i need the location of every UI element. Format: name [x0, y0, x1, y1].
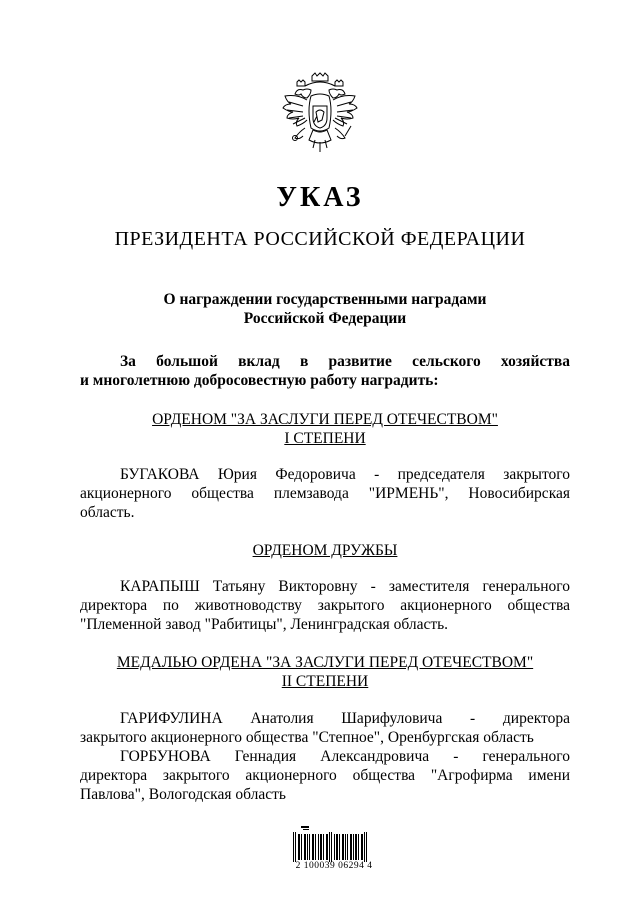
- award-title-line: МЕДАЛЬЮ ОРДЕНА "ЗА ЗАСЛУГИ ПЕРЕД ОТЕЧЕСТВОМ": [116, 654, 534, 671]
- award-title: [80, 541, 570, 560]
- recipient-line: ГАРИФУЛИНА Анатолия Шарифуловича - директора: [120, 710, 570, 727]
- recipient-paragraph: [80, 577, 570, 634]
- award-title: [80, 653, 570, 691]
- award-title-line: ОРДЕНОМ "ЗА ЗАСЛУГИ ПЕРЕД ОТЕЧЕСТВОМ": [152, 411, 498, 428]
- document-subtitle: ПРЕЗИДЕНТА РОССИЙСКОЙ ФЕДЕРАЦИИ: [114, 228, 526, 250]
- recipient-paragraph: [80, 747, 570, 804]
- preamble-line: За большой вклад в развитие сельского хозяйства: [120, 353, 570, 370]
- recipient-line: ГОРБУНОВА Геннадия Александровича - генерального: [120, 748, 570, 765]
- recipient-paragraph: [80, 465, 570, 522]
- award-title: [80, 410, 570, 448]
- award-title-line: I СТЕПЕНИ: [284, 430, 366, 447]
- decree-heading-line: О награждении государственными наградами: [163, 291, 487, 308]
- recipient-line: "Племенной завод "Рабитицы", Ленинградская область.: [80, 616, 449, 633]
- recipient-line: закрытого акционерного общества "Степное", Оренбургская область: [80, 729, 534, 746]
- decree-heading-line: Российской Федерации: [243, 310, 407, 327]
- recipient-paragraph: [80, 709, 570, 747]
- preamble-line: и многолетнюю добросовестную работу наградить:: [80, 372, 439, 389]
- recipient-line: КАРАПЫШ Татьяну Викторовну - заместителя генерального: [120, 578, 570, 595]
- award-title-line: II СТЕПЕНИ: [281, 673, 369, 690]
- recipient-line: директора по животноводству закрытого акционерного общества: [80, 597, 570, 614]
- recipient-line: акционерного общества племзавода "ИРМЕНЬ", Новосибирская: [80, 485, 570, 502]
- decree-heading: [80, 290, 570, 328]
- decree-preamble: [80, 352, 570, 390]
- recipient-line: БУГАКОВА Юрия Федоровича - председателя закрытого: [120, 466, 570, 483]
- barcode-number: 2 100039 06294 4: [295, 861, 373, 871]
- document-title: УКАЗ: [276, 182, 364, 213]
- recipient-line: Павлова", Вологодская область: [80, 786, 286, 803]
- recipient-line: директора закрытого акционерного общества "Агрофирма имени: [80, 767, 570, 784]
- russian-coat-of-arms-icon: [279, 72, 361, 162]
- award-title-line: ОРДЕНОМ ДРУЖБЫ: [252, 542, 398, 559]
- recipient-line: область.: [80, 504, 135, 521]
